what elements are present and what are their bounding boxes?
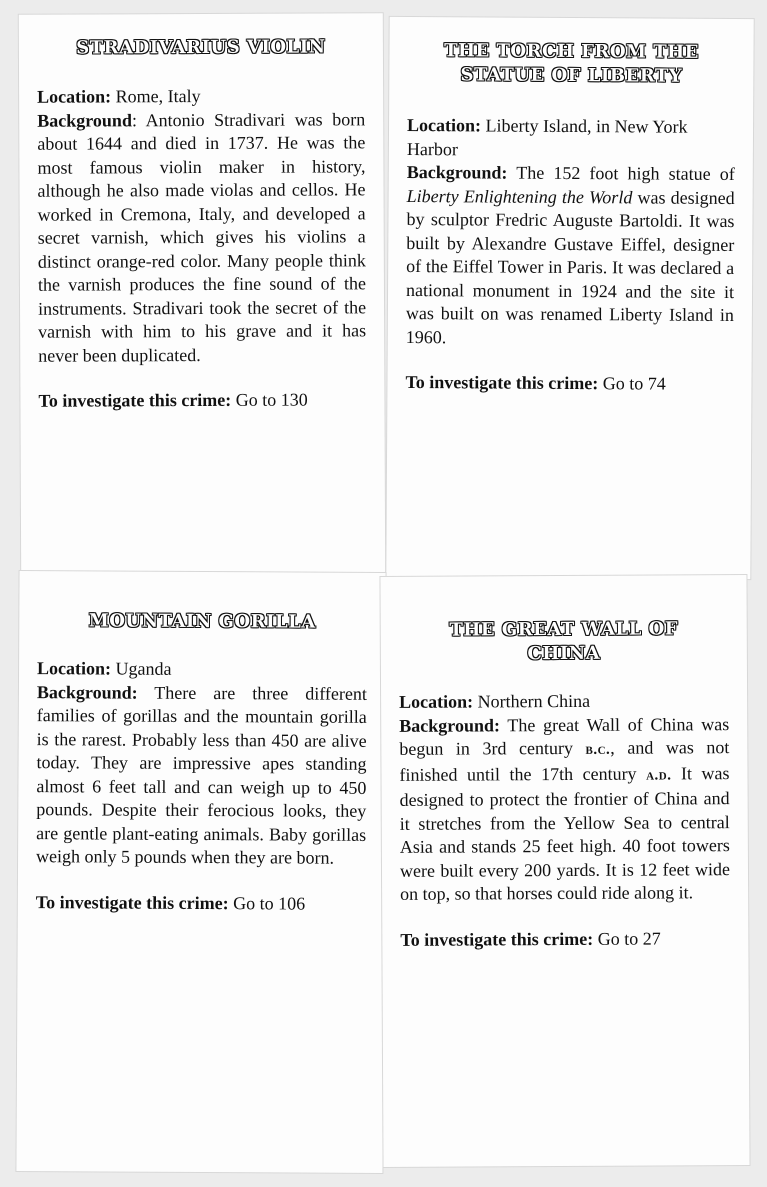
investigate-target: Go to 130 [235, 389, 308, 410]
background-text: There are three different families of gorillas and the mountain gorilla is the rarest. Probably less than 450 are alive today. They are impressive apes standing almost 6 feet tall and can weigh up to 450 pounds. Despite their ferocious looks, they are gentle plant-eating animals. Baby gorillas weigh only 5 pounds when they are born. [36, 682, 367, 868]
background-paragraph [36, 681, 367, 871]
background-label: Background [37, 109, 132, 131]
background-text-3: It was designed to protect the frontier of China and it stretches from the Yellow Sea to central Asia and stands 25 feet high. 40 foot towers were built every 200 yards. It is 12 feet wide on top, so that horses could ride along it. [399, 762, 731, 904]
era-ad: a.d. [646, 766, 672, 784]
location-line [37, 657, 367, 682]
background-paragraph [406, 161, 735, 351]
investigate-label: To investigate this crime: [400, 928, 594, 950]
investigate-label: To investigate this crime: [38, 389, 232, 411]
card-title: MOUNTAIN GORILLA [88, 610, 316, 633]
investigate-line [36, 891, 366, 916]
card-body [405, 114, 735, 396]
background-text-2: , and was not finished until the 17th century [399, 737, 730, 785]
investigate-label: To investigate this crime: [35, 891, 229, 913]
card-title-line-1: THE GREAT WALL OF [449, 618, 679, 641]
location-label: Location: [406, 115, 482, 136]
location-label: Location: [399, 691, 474, 712]
location-line [399, 689, 729, 714]
card-body [36, 657, 367, 916]
background-text-post: was designed by sculptor Fredric Auguste Bartoldi. It was built by Alexandre Gustave Eiffel, designer of the Eiffel Tower in Paris. It was declared a national monument in 1924 and the site it was built on was renamed Liberty Island in 1960. [405, 186, 735, 347]
location-value: Northern China [477, 690, 591, 712]
investigate-line [405, 371, 733, 397]
background-text-pre: The 152 foot high statue of [516, 162, 735, 185]
location-value: Uganda [115, 658, 172, 679]
background-label: Background: [36, 681, 138, 703]
investigate-target: Go to 27 [597, 928, 661, 949]
investigate-line [400, 927, 730, 952]
card-title-line-2: STATUE OF LIBERTY [460, 64, 683, 87]
investigate-target: Go to 74 [602, 373, 666, 394]
card-title [381, 617, 747, 667]
investigate-target: Go to 106 [233, 892, 306, 914]
card-stradivarius-violin [19, 13, 385, 581]
card-body [399, 689, 730, 952]
location-value: Rome, Italy [115, 86, 201, 107]
card-title [389, 39, 753, 89]
location-line [37, 84, 365, 109]
location-value: Liberty Island, in New York Harbor [406, 115, 688, 159]
location-line [407, 114, 735, 163]
card-mountain-gorilla [16, 571, 385, 1173]
statue-name-italic: Liberty Enlightening the World [406, 185, 633, 207]
card-title-line-2: CHINA [527, 642, 601, 665]
investigate-label: To investigate this crime: [405, 371, 599, 394]
card-statue-of-liberty-torch [386, 17, 753, 579]
background-paragraph [399, 713, 730, 907]
era-bc: b.c. [585, 741, 611, 758]
background-label: Background: [406, 162, 508, 183]
background-label: Background: [399, 714, 500, 736]
card-body [37, 84, 366, 413]
location-label: Location: [37, 86, 112, 107]
card-title: STRADIVARIUS VIOLIN [76, 36, 326, 59]
location-label: Location: [37, 658, 112, 679]
investigate-line [38, 388, 366, 413]
background-colon: : [131, 109, 137, 130]
background-paragraph [37, 108, 366, 368]
card-title-line-1: THE TORCH FROM THE [444, 40, 699, 63]
card-great-wall-of-china [380, 575, 749, 1167]
background-text: Antonio Stradivari was born about 1644 and died in 1737. He was the most famous violin maker in history, although he also made violas and cellos. He worked in Cremona, Italy, and developed a secret varnish, which gives his violins a distinct orange-red color. Many people think the varnish produces the fine sound of the instruments. Stradivari took the secret of the varnish with him to his grave and it has never been duplicated. [37, 108, 367, 366]
background-text-1: The great Wall of China was begun in 3rd century [399, 713, 730, 759]
